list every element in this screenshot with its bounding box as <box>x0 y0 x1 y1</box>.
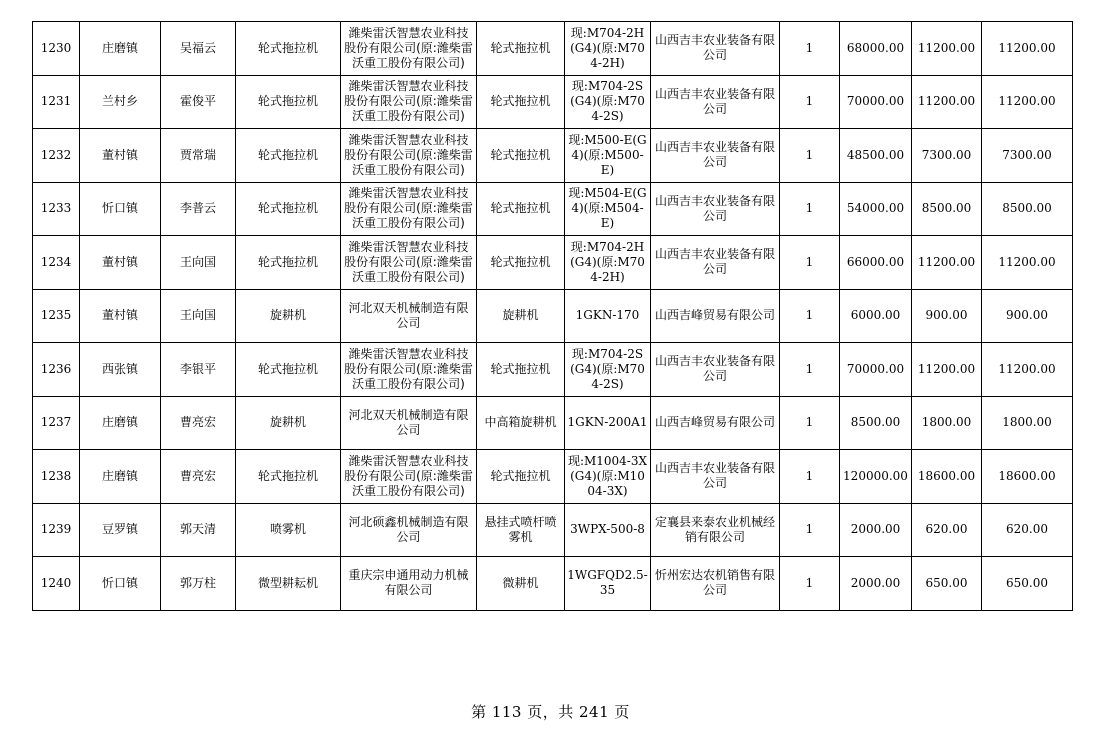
cell-machine-category <box>236 343 341 397</box>
cell-town-text: 董村镇 <box>101 308 138 323</box>
cell-farmer-name-text: 李普云 <box>179 201 216 216</box>
cell-actual-subsidy-text: 11200.00 <box>998 40 1056 55</box>
cell-machine-category <box>236 182 341 236</box>
cell-quantity-text: 1 <box>805 254 814 269</box>
cell-dealer <box>651 182 780 236</box>
cell-model <box>565 396 651 450</box>
cell-model <box>565 450 651 504</box>
cell-actual-subsidy <box>982 450 1073 504</box>
cell-town-text: 忻口镇 <box>101 575 138 590</box>
cell-actual-subsidy <box>982 557 1073 611</box>
cell-subsidy-amount <box>912 450 982 504</box>
cell-dealer <box>651 557 780 611</box>
cell-dealer <box>651 289 780 343</box>
cell-quantity-text: 1 <box>805 522 814 537</box>
cell-dealer-text: 山西吉丰农业装备有限公司 <box>654 140 775 170</box>
cell-serial-no-text: 1238 <box>40 468 72 483</box>
cell-machine-category <box>236 450 341 504</box>
cell-town <box>80 503 161 557</box>
cell-serial-no <box>33 450 80 504</box>
cell-farmer-name <box>161 557 236 611</box>
cell-sale-price-text: 2000.00 <box>850 575 901 590</box>
cell-town-text: 董村镇 <box>101 147 138 162</box>
cell-subsidy-amount-text: 11200.00 <box>917 40 976 55</box>
cell-town <box>80 75 161 129</box>
cell-machine-item-text: 轮式拖拉机 <box>490 201 551 216</box>
cell-manufacturer <box>341 75 477 129</box>
cell-town <box>80 557 161 611</box>
cell-dealer-text: 山西吉丰农业装备有限公司 <box>654 86 775 116</box>
cell-machine-category <box>236 503 341 557</box>
cell-machine-category-text: 轮式拖拉机 <box>257 468 318 483</box>
table-body <box>33 22 1073 611</box>
cell-serial-no-text: 1236 <box>40 361 72 376</box>
cell-sale-price <box>840 129 912 183</box>
cell-farmer-name-text: 贾常瑞 <box>179 147 216 162</box>
cell-actual-subsidy <box>982 343 1073 397</box>
cell-serial-no <box>33 289 80 343</box>
cell-machine-item-text: 轮式拖拉机 <box>490 254 551 269</box>
cell-model-text: 现:M500-E(G4)(原:M500-E) <box>568 132 647 177</box>
cell-manufacturer <box>341 236 477 290</box>
cell-actual-subsidy-text: 7300.00 <box>1002 147 1052 162</box>
cell-actual-subsidy <box>982 182 1073 236</box>
cell-machine-category-text: 轮式拖拉机 <box>257 361 318 376</box>
cell-town <box>80 22 161 76</box>
cell-machine-category <box>236 557 341 611</box>
cell-manufacturer-text: 潍柴雷沃智慧农业科技股份有限公司(原:潍柴雷沃重工股份有限公司) <box>344 239 473 284</box>
cell-sale-price-text: 2000.00 <box>850 522 901 537</box>
cell-machine-category-text: 轮式拖拉机 <box>257 94 318 109</box>
cell-quantity <box>780 75 840 129</box>
cell-farmer-name-text: 曹亮宏 <box>179 415 216 430</box>
cell-actual-subsidy <box>982 503 1073 557</box>
cell-model-text: 现:M1004-3X(G4)(原:M1004-3X) <box>567 453 648 498</box>
cell-manufacturer-text: 潍柴雷沃智慧农业科技股份有限公司(原:潍柴雷沃重工股份有限公司) <box>344 132 473 177</box>
table-row <box>33 236 1073 290</box>
cell-quantity <box>780 182 840 236</box>
cell-serial-no-text: 1233 <box>40 201 72 216</box>
cell-serial-no-text: 1230 <box>40 40 72 55</box>
cell-machine-item-text: 中高箱旋耕机 <box>484 415 557 430</box>
cell-subsidy-amount-text: 8500.00 <box>921 201 972 216</box>
cell-dealer <box>651 75 780 129</box>
cell-actual-subsidy-text: 11200.00 <box>998 361 1056 376</box>
cell-farmer-name-text: 曹亮宏 <box>179 468 216 483</box>
cell-farmer-name-text: 郭万柱 <box>179 575 216 590</box>
cell-town <box>80 182 161 236</box>
cell-subsidy-amount-text: 1800.00 <box>921 415 972 430</box>
cell-subsidy-amount <box>912 289 982 343</box>
cell-serial-no-text: 1240 <box>40 575 72 590</box>
cell-machine-category <box>236 129 341 183</box>
cell-town-text: 豆罗镇 <box>101 522 138 537</box>
cell-manufacturer <box>341 129 477 183</box>
table-row <box>33 129 1073 183</box>
cell-farmer-name <box>161 182 236 236</box>
cell-machine-item <box>477 557 565 611</box>
cell-sale-price-text: 48500.00 <box>846 147 905 162</box>
cell-serial-no <box>33 557 80 611</box>
cell-quantity-text: 1 <box>805 40 814 55</box>
cell-quantity <box>780 289 840 343</box>
cell-farmer-name <box>161 289 236 343</box>
cell-model-text: 3WPX-500-8 <box>570 522 645 537</box>
cell-serial-no-text: 1237 <box>40 415 72 430</box>
cell-farmer-name-text: 王向国 <box>179 308 216 323</box>
cell-model <box>565 182 651 236</box>
cell-manufacturer <box>341 450 477 504</box>
cell-sale-price <box>840 450 912 504</box>
cell-serial-no <box>33 236 80 290</box>
cell-subsidy-amount-text: 18600.00 <box>917 468 976 483</box>
table-row <box>33 22 1073 76</box>
cell-machine-category <box>236 289 341 343</box>
subsidy-table <box>32 21 1073 611</box>
cell-actual-subsidy-text: 620.00 <box>1006 522 1048 537</box>
cell-machine-item <box>477 289 565 343</box>
cell-model-text: 现:M704-2S(G4)(原:M704-2S) <box>570 346 645 391</box>
cell-manufacturer <box>341 503 477 557</box>
cell-model <box>565 75 651 129</box>
cell-dealer <box>651 396 780 450</box>
cell-actual-subsidy <box>982 75 1073 129</box>
cell-subsidy-amount-text: 620.00 <box>925 522 968 537</box>
table-row <box>33 289 1073 343</box>
cell-manufacturer <box>341 396 477 450</box>
cell-model-text: 1GKN-170 <box>575 308 640 323</box>
cell-model <box>565 129 651 183</box>
cell-manufacturer <box>341 343 477 397</box>
cell-dealer-text: 山西吉丰农业装备有限公司 <box>654 354 775 384</box>
cell-serial-no-text: 1234 <box>40 254 72 269</box>
cell-manufacturer-text: 河北硕鑫机械制造有限公司 <box>348 514 469 544</box>
cell-quantity <box>780 450 840 504</box>
cell-quantity <box>780 343 840 397</box>
cell-subsidy-amount <box>912 182 982 236</box>
table-row <box>33 182 1073 236</box>
cell-manufacturer-text: 河北双天机械制造有限公司 <box>348 407 469 437</box>
cell-machine-category <box>236 22 341 76</box>
cell-actual-subsidy-text: 650.00 <box>1006 575 1048 590</box>
cell-actual-subsidy-text: 11200.00 <box>998 94 1056 109</box>
cell-farmer-name <box>161 396 236 450</box>
cell-subsidy-amount <box>912 75 982 129</box>
cell-machine-category-text: 旋耕机 <box>269 308 306 323</box>
cell-model-text: 现:M704-2H(G4)(原:M704-2H) <box>570 25 645 70</box>
cell-sale-price <box>840 289 912 343</box>
cell-subsidy-amount-text: 650.00 <box>925 575 968 590</box>
cell-manufacturer-text: 潍柴雷沃智慧农业科技股份有限公司(原:潍柴雷沃重工股份有限公司) <box>344 453 473 498</box>
cell-dealer-text: 山西吉丰农业装备有限公司 <box>654 193 775 223</box>
cell-quantity-text: 1 <box>805 201 814 216</box>
cell-actual-subsidy <box>982 396 1073 450</box>
cell-dealer-text: 山西吉丰农业装备有限公司 <box>654 461 775 491</box>
cell-quantity-text: 1 <box>805 94 814 109</box>
cell-actual-subsidy <box>982 129 1073 183</box>
cell-dealer <box>651 129 780 183</box>
cell-sale-price-text: 8500.00 <box>850 415 901 430</box>
table-row <box>33 450 1073 504</box>
cell-town <box>80 450 161 504</box>
cell-machine-item <box>477 182 565 236</box>
cell-sale-price <box>840 557 912 611</box>
cell-model-text: 1WGFQD2.5-35 <box>567 568 648 598</box>
cell-actual-subsidy <box>982 22 1073 76</box>
cell-sale-price <box>840 236 912 290</box>
cell-serial-no <box>33 129 80 183</box>
cell-quantity <box>780 129 840 183</box>
cell-machine-category-text: 轮式拖拉机 <box>257 201 318 216</box>
cell-machine-category-text: 旋耕机 <box>269 415 306 430</box>
cell-model <box>565 503 651 557</box>
cell-machine-item <box>477 343 565 397</box>
cell-manufacturer <box>341 557 477 611</box>
cell-machine-item <box>477 396 565 450</box>
cell-town-text: 董村镇 <box>101 254 138 269</box>
cell-manufacturer <box>341 289 477 343</box>
cell-quantity-text: 1 <box>805 415 814 430</box>
cell-manufacturer-text: 重庆宗申通用动力机械有限公司 <box>348 568 469 598</box>
cell-town <box>80 289 161 343</box>
cell-dealer <box>651 236 780 290</box>
cell-machine-category-text: 喷雾机 <box>269 522 306 537</box>
cell-machine-category-text: 轮式拖拉机 <box>257 147 318 162</box>
cell-subsidy-amount <box>912 503 982 557</box>
cell-actual-subsidy <box>982 236 1073 290</box>
cell-subsidy-amount-text: 900.00 <box>925 308 968 323</box>
cell-machine-item-text: 旋耕机 <box>502 308 539 323</box>
cell-serial-no <box>33 182 80 236</box>
cell-serial-no-text: 1232 <box>40 147 72 162</box>
cell-farmer-name <box>161 503 236 557</box>
cell-dealer-text: 山西吉峰贸易有限公司 <box>654 308 775 323</box>
cell-dealer <box>651 450 780 504</box>
cell-machine-category-text: 轮式拖拉机 <box>257 254 318 269</box>
table-row <box>33 343 1073 397</box>
cell-serial-no <box>33 75 80 129</box>
cell-quantity-text: 1 <box>805 575 814 590</box>
cell-sale-price-text: 70000.00 <box>846 361 905 376</box>
cell-sale-price-text: 66000.00 <box>846 254 905 269</box>
cell-model-text: 现:M504-E(G4)(原:M504-E) <box>568 186 647 231</box>
cell-dealer-text: 山西吉峰贸易有限公司 <box>654 415 775 430</box>
cell-actual-subsidy-text: 11200.00 <box>998 254 1056 269</box>
cell-serial-no <box>33 343 80 397</box>
cell-model <box>565 343 651 397</box>
cell-actual-subsidy-text: 1800.00 <box>1002 415 1052 430</box>
cell-quantity <box>780 503 840 557</box>
cell-machine-item-text: 轮式拖拉机 <box>490 40 551 55</box>
cell-machine-category <box>236 396 341 450</box>
cell-sale-price-text: 120000.00 <box>843 468 908 483</box>
cell-farmer-name-text: 郭天清 <box>179 522 216 537</box>
cell-quantity-text: 1 <box>805 308 814 323</box>
cell-sale-price-text: 68000.00 <box>846 40 905 55</box>
cell-town-text: 庄磨镇 <box>101 40 138 55</box>
cell-dealer-text: 山西吉丰农业装备有限公司 <box>654 33 775 63</box>
cell-manufacturer-text: 潍柴雷沃智慧农业科技股份有限公司(原:潍柴雷沃重工股份有限公司) <box>344 25 473 70</box>
cell-farmer-name-text: 王向国 <box>179 254 216 269</box>
table-row <box>33 557 1073 611</box>
cell-town <box>80 236 161 290</box>
cell-model <box>565 236 651 290</box>
cell-machine-item <box>477 129 565 183</box>
cell-dealer <box>651 503 780 557</box>
cell-machine-item-text: 轮式拖拉机 <box>490 468 551 483</box>
cell-farmer-name-text: 霍俊平 <box>179 94 216 109</box>
cell-manufacturer-text: 潍柴雷沃智慧农业科技股份有限公司(原:潍柴雷沃重工股份有限公司) <box>344 186 473 231</box>
cell-sale-price <box>840 503 912 557</box>
cell-subsidy-amount-text: 7300.00 <box>921 147 972 162</box>
cell-manufacturer <box>341 182 477 236</box>
cell-model-text: 现:M704-2S(G4)(原:M704-2S) <box>570 79 645 124</box>
cell-subsidy-amount-text: 11200.00 <box>917 361 976 376</box>
cell-model <box>565 289 651 343</box>
cell-subsidy-amount <box>912 236 982 290</box>
cell-subsidy-amount <box>912 22 982 76</box>
cell-model <box>565 557 651 611</box>
cell-machine-item <box>477 236 565 290</box>
cell-town-text: 庄磨镇 <box>101 468 138 483</box>
cell-quantity-text: 1 <box>805 147 814 162</box>
cell-town <box>80 396 161 450</box>
cell-manufacturer-text: 潍柴雷沃智慧农业科技股份有限公司(原:潍柴雷沃重工股份有限公司) <box>344 79 473 124</box>
cell-machine-item <box>477 75 565 129</box>
cell-manufacturer <box>341 22 477 76</box>
cell-subsidy-amount-text: 11200.00 <box>917 94 976 109</box>
cell-farmer-name <box>161 22 236 76</box>
cell-sale-price <box>840 22 912 76</box>
cell-subsidy-amount <box>912 396 982 450</box>
page-footer: 第 113 页，共 241 页 <box>471 703 630 721</box>
cell-sale-price-text: 70000.00 <box>846 94 905 109</box>
cell-actual-subsidy <box>982 289 1073 343</box>
cell-subsidy-amount <box>912 343 982 397</box>
cell-model <box>565 22 651 76</box>
cell-subsidy-amount-text: 11200.00 <box>917 254 976 269</box>
cell-machine-category-text: 轮式拖拉机 <box>257 40 318 55</box>
cell-machine-item <box>477 450 565 504</box>
cell-sale-price-text: 6000.00 <box>850 308 901 323</box>
cell-serial-no-text: 1235 <box>40 308 72 323</box>
cell-town <box>80 129 161 183</box>
cell-farmer-name <box>161 343 236 397</box>
cell-machine-item-text: 轮式拖拉机 <box>490 147 551 162</box>
cell-quantity <box>780 396 840 450</box>
cell-farmer-name-text: 吴福云 <box>179 40 216 55</box>
cell-subsidy-amount <box>912 129 982 183</box>
cell-machine-item-text: 微耕机 <box>502 575 539 590</box>
cell-quantity <box>780 22 840 76</box>
cell-machine-item <box>477 503 565 557</box>
cell-quantity-text: 1 <box>805 361 814 376</box>
cell-sale-price-text: 54000.00 <box>846 201 905 216</box>
cell-farmer-name-text: 李银平 <box>179 361 216 376</box>
cell-sale-price <box>840 396 912 450</box>
cell-town <box>80 343 161 397</box>
cell-actual-subsidy-text: 18600.00 <box>998 468 1056 483</box>
cell-model-text: 1GKN-200A1 <box>567 415 648 430</box>
cell-dealer-text: 定襄县来泰农业机械经销有限公司 <box>654 514 775 544</box>
cell-quantity <box>780 557 840 611</box>
cell-actual-subsidy-text: 900.00 <box>1006 308 1048 323</box>
cell-model-text: 现:M704-2H(G4)(原:M704-2H) <box>570 239 645 284</box>
cell-town-text: 忻口镇 <box>101 201 138 216</box>
cell-machine-category-text: 微型耕耘机 <box>257 575 318 590</box>
table-row <box>33 503 1073 557</box>
table-row <box>33 75 1073 129</box>
cell-farmer-name <box>161 129 236 183</box>
cell-machine-item-text: 轮式拖拉机 <box>490 94 551 109</box>
cell-machine-category <box>236 75 341 129</box>
cell-machine-item <box>477 22 565 76</box>
cell-serial-no <box>33 503 80 557</box>
cell-serial-no <box>33 22 80 76</box>
cell-dealer-text: 山西吉丰农业装备有限公司 <box>654 247 775 277</box>
cell-dealer <box>651 343 780 397</box>
cell-serial-no-text: 1231 <box>40 94 72 109</box>
cell-manufacturer-text: 河北双天机械制造有限公司 <box>348 300 469 330</box>
cell-town-text: 兰村乡 <box>101 94 138 109</box>
cell-farmer-name <box>161 450 236 504</box>
cell-sale-price <box>840 182 912 236</box>
cell-machine-category <box>236 236 341 290</box>
table-row <box>33 396 1073 450</box>
cell-town-text: 西张镇 <box>101 361 138 376</box>
cell-farmer-name <box>161 75 236 129</box>
cell-sale-price <box>840 343 912 397</box>
cell-subsidy-amount <box>912 557 982 611</box>
cell-farmer-name <box>161 236 236 290</box>
cell-actual-subsidy-text: 8500.00 <box>1002 201 1052 216</box>
cell-dealer <box>651 22 780 76</box>
cell-machine-item-text: 轮式拖拉机 <box>490 361 551 376</box>
cell-quantity <box>780 236 840 290</box>
cell-serial-no-text: 1239 <box>40 522 72 537</box>
cell-quantity-text: 1 <box>805 468 814 483</box>
cell-town-text: 庄磨镇 <box>101 415 138 430</box>
cell-machine-item-text: 悬挂式喷杆喷雾机 <box>484 514 557 544</box>
cell-serial-no <box>33 396 80 450</box>
cell-manufacturer-text: 潍柴雷沃智慧农业科技股份有限公司(原:潍柴雷沃重工股份有限公司) <box>344 346 473 391</box>
cell-dealer-text: 忻州宏达农机销售有限公司 <box>654 568 775 598</box>
cell-sale-price <box>840 75 912 129</box>
